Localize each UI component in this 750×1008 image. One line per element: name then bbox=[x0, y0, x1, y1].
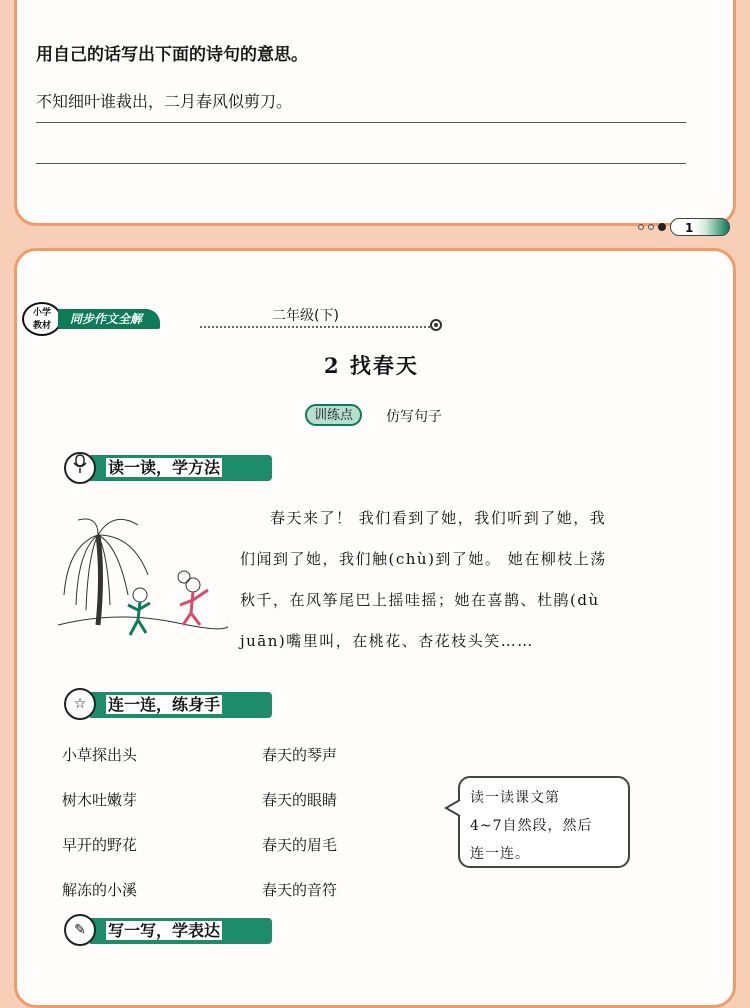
series-logo bbox=[22, 302, 160, 336]
grade-label: 二年级(下) bbox=[272, 308, 339, 324]
match-right-item: 春天的音符 bbox=[262, 881, 338, 899]
section-write-title: 写一写，学表达 bbox=[108, 921, 221, 940]
passage-line: 秋千，在风筝尾巴上摇哇摇；她在喜鹊、杜鹃(dù bbox=[240, 591, 600, 609]
match-left-column bbox=[62, 744, 137, 924]
match-right-item: 春天的琴声 bbox=[262, 746, 338, 764]
tip-line: 4~7自然段，然后 bbox=[470, 818, 593, 834]
match-left-item: 树木吐嫩芽 bbox=[62, 791, 138, 809]
tip-callout bbox=[458, 776, 630, 868]
passage-line: 们闻到了她，我们触(chù)到了她。 她在柳枝上荡 bbox=[240, 550, 607, 568]
poem-line: 不知细叶谁裁出，二月春风似剪刀。 bbox=[36, 92, 293, 111]
logo-line2: 教材 bbox=[32, 321, 51, 331]
page-number-badge bbox=[638, 218, 730, 236]
answer-line-1 bbox=[36, 122, 686, 123]
page-number: 1 bbox=[670, 218, 730, 236]
section-connect-band bbox=[90, 692, 272, 718]
match-right-column bbox=[262, 744, 337, 924]
section-read-band bbox=[90, 455, 272, 481]
series-title: 同步作文全解 bbox=[58, 309, 160, 329]
tip-line: 连一连。 bbox=[470, 846, 530, 862]
match-right-item: 春天的眉毛 bbox=[262, 836, 338, 854]
section-read-title: 读一读，学方法 bbox=[108, 458, 221, 477]
previous-page-panel bbox=[14, 0, 736, 226]
question-title: 用自己的话写出下面的诗句的意思。 bbox=[36, 45, 308, 65]
training-point-text: 仿写句子 bbox=[386, 409, 442, 425]
logo-badge bbox=[22, 302, 62, 336]
answer-line-2 bbox=[36, 163, 686, 164]
star-wand-icon: ☆ bbox=[64, 688, 96, 720]
match-right-item: 春天的眼睛 bbox=[262, 791, 338, 809]
passage-line: juān)嘴里叫，在桃花、杏花枝头笑…… bbox=[240, 632, 534, 650]
pencil-icon: ✎ bbox=[64, 914, 96, 946]
section-connect-title: 连一连，练身手 bbox=[108, 695, 221, 714]
tip-line: 读一读课文第 bbox=[470, 790, 560, 806]
target-icon bbox=[430, 319, 442, 331]
training-point-badge: 训练点 bbox=[305, 404, 362, 426]
lesson-title: 2 找春天 bbox=[324, 353, 419, 378]
match-left-item: 小草探出头 bbox=[62, 746, 138, 764]
spring-illustration bbox=[58, 505, 228, 645]
logo-line1: 小学 bbox=[32, 308, 51, 318]
match-left-item: 解冻的小溪 bbox=[62, 881, 138, 899]
match-left-item: 早开的野花 bbox=[62, 836, 138, 854]
passage-line: 春天来了！ 我们看到了她，我们听到了她，我 bbox=[270, 509, 607, 527]
callout-pointer bbox=[444, 798, 462, 818]
microphone-icon bbox=[64, 452, 96, 484]
header-divider bbox=[200, 326, 430, 328]
section-write-band bbox=[90, 918, 272, 944]
passage-text bbox=[240, 498, 702, 662]
